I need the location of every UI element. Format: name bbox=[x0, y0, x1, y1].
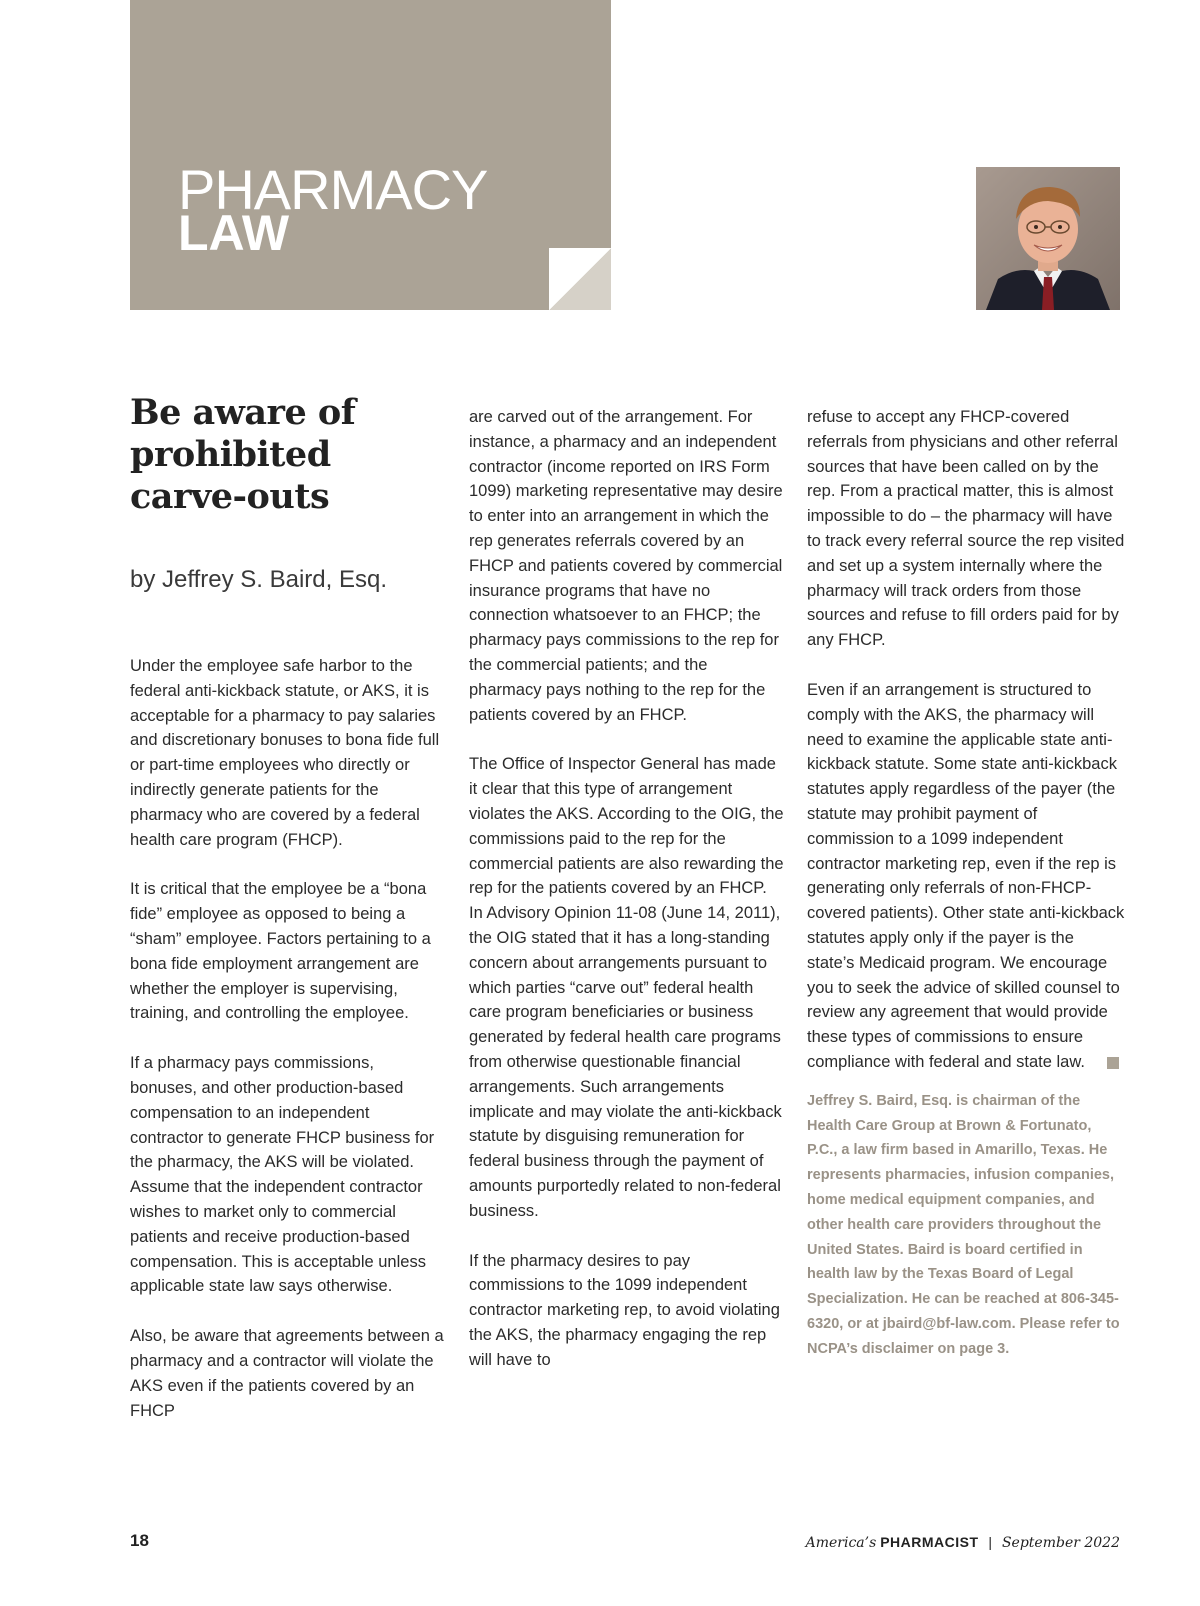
footer-date: September 2022 bbox=[1001, 1535, 1120, 1551]
paragraph: If a pharmacy pays commissions, bonuses, and other production-based compensation to an independent contractor to generate FHCP business for the pharmacy, the AKS will be violated. Assume that the independent contractor wishes to market only to commercial patients and receive production-based compensation. This is acceptable unless applicable state law says otherwise. bbox=[130, 1054, 435, 1296]
paragraph: Also, be aware that agreements between a pharmacy and a contractor will violate the AKS even if the patients covered by an FHCP bbox=[130, 1327, 444, 1420]
portrait-photo-icon bbox=[976, 167, 1120, 310]
section-banner bbox=[130, 0, 611, 310]
paragraph: If the pharmacy desires to pay commissions to the 1099 independent contractor marketing rep, to avoid violating the AKS, the pharmacy engaging the rep will have to bbox=[469, 1251, 780, 1369]
footer-magazine: PHARMACIST bbox=[880, 1534, 979, 1550]
footer-separator: | bbox=[988, 1534, 993, 1550]
author-photo bbox=[976, 167, 1120, 310]
author-bio: Jeffrey S. Baird, Esq. is chairman of the Health Care Group at Brown & Fortunato, P.C., a law firm based in Amarillo, Texas. He represents pharmacies, infusion companies, home medical equipment companies, and other health care providers throughout the United States. Baird is board certified in health law by the Texas Board of Legal Specialization. He can be reached at 806-345-6320, or at jbaird@bf-law.com. Please refer to NCPA’s disclaimer on page 3. bbox=[807, 1092, 1120, 1357]
author-byline: by Jeffrey S. Baird, Esq. bbox=[130, 566, 388, 593]
page-number: 18 bbox=[130, 1531, 149, 1550]
paragraph: It is critical that the employee be a “bona fide” employee as opposed to being a “sham” employee. Factors pertaining to a bona fide employment arrangement are whether the employer is supervising, training, and controlling the employee. bbox=[130, 880, 431, 1023]
headline-line1: Be aware of bbox=[130, 392, 356, 433]
paragraph: The Office of Inspector General has made it clear that this type of arrangement violates the AKS. According to the OIG, the commissions paid to the rep for the commercial patients are also rewarding the rep for the patients covered by an FHCP. In Advisory Opinion 11-08 (June 14, 2011), the OIG stated that it has a long-standing concern about arrangements pursuant to which parties “carve out” federal health care program beneficiaries or business generated by federal health care programs from otherwise questionable financial arrangements. Such arrangements implicate and may violate the anti-kickback statute by disguising remuneration for federal business through the payment of amounts purportedly related to non-federal business. bbox=[469, 755, 784, 1220]
end-of-article-square-icon bbox=[1107, 1057, 1119, 1069]
article-column-3 bbox=[807, 405, 1125, 1361]
article-column-2 bbox=[469, 405, 784, 1397]
paragraph: refuse to accept any FHCP-covered referrals from physicians and other referral sources that have been called on by the rep. From a practical matter, this is almost impossible to do – the pharmacy will have to track every referral source the rep visited and set up a system internally where the pharmacy will track orders from those sources and refuse to fill orders paid for by any FHCP. bbox=[807, 408, 1125, 650]
headline-line2: prohibited bbox=[130, 434, 331, 475]
paragraph: Even if an arrangement is structured to comply with the AKS, the pharmacy will need to examine the applicable state anti-kickback statute. Some state anti-kickback statutes apply regardless of the payer (the statute may prohibit payment of commission to a 1099 independent contractor marketing rep, even if the rep is generating only referrals of non-FHCP-covered patients). Other state anti-kickback statutes apply only if the payer is the state’s Medicaid program. We encourage you to seek the advice of skilled counsel to review any agreement that would provide these types of commissions to ensure compliance with federal and state law. bbox=[807, 680, 1125, 1071]
article-column-1 bbox=[130, 654, 445, 1448]
section-title-line1: PHARMACY bbox=[178, 158, 488, 221]
paragraph-with-endmark bbox=[807, 678, 1125, 1075]
paragraph: are carved out of the arrangement. For instance, a pharmacy and an independent contractor (income reported on IRS Form 1099) marketing representative may desire to enter into an arrangement in which the rep generates referrals covered by an FHCP and patients covered by commercial insurance programs that have no connection whatsoever to an FHCP; the pharmacy pays commissions to the rep for the commercial patients; and the pharmacy pays nothing to the rep for the patients covered by an FHCP. bbox=[469, 408, 783, 724]
paragraph: Under the employee safe harbor to the federal anti-kickback statute, or AKS, it is acceptable for a pharmacy to pay salaries and discretionary bonuses to bona fide full or part-time employees who directly or indirectly generate patients for the pharmacy who are covered by a federal health care program (FHCP). bbox=[130, 657, 440, 849]
footer-publication: America’s bbox=[805, 1535, 877, 1551]
section-title-line2: LAW bbox=[178, 205, 290, 261]
article-headline bbox=[130, 392, 430, 518]
running-footer bbox=[806, 1534, 1120, 1551]
headline-line3: carve-outs bbox=[130, 476, 330, 517]
page-curl-decoration bbox=[549, 248, 611, 310]
